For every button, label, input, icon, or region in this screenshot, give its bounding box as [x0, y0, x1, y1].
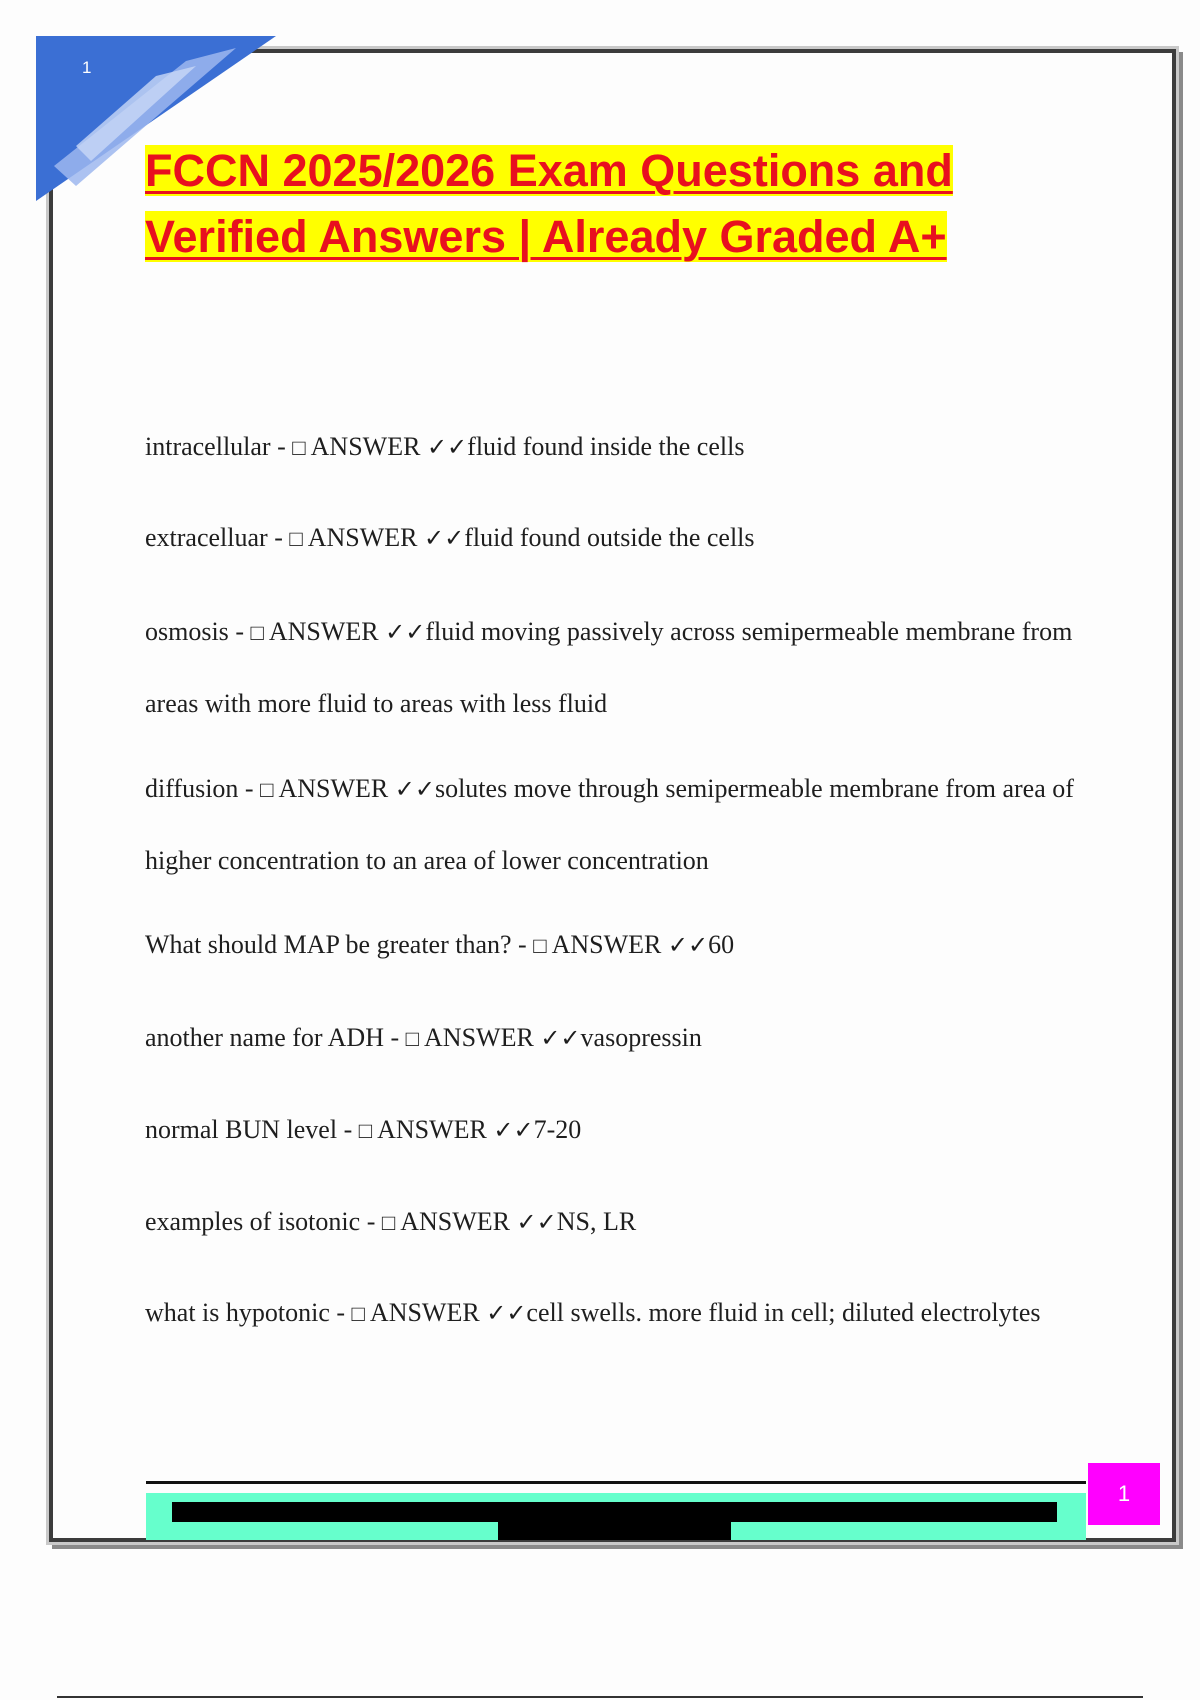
footer-bar	[172, 1502, 1057, 1522]
answer-marker-icon: □	[533, 933, 547, 958]
qa-item: examples of isotonic - □ ANSWER ✓✓NS, LR	[145, 1207, 637, 1236]
double-check-icon: ✓✓	[486, 1299, 527, 1327]
qa-item: What should MAP be greater than? - □ ANSWER ✓✓60	[145, 930, 735, 959]
double-check-icon: ✓✓	[540, 1024, 581, 1052]
answer-marker-icon: □	[289, 526, 303, 551]
double-check-icon: ✓✓	[667, 931, 709, 959]
answer-marker-icon: □	[381, 1210, 396, 1235]
footer-rule	[146, 1481, 1086, 1484]
answer-marker-icon: □	[250, 620, 264, 645]
answer-marker-icon: □	[351, 1301, 365, 1326]
title-line-1: FCCN 2025/2026 Exam Questions and	[145, 145, 953, 196]
qa-item: diffusion - □ ANSWER ✓✓solutes move through semipermeable membrane from area of higher concentration to an area of lower concentration	[145, 774, 1074, 875]
double-check-icon: ✓✓	[493, 1116, 534, 1144]
answer-marker-icon: □	[260, 777, 274, 802]
double-check-icon: ✓✓	[516, 1208, 557, 1236]
document-title	[145, 138, 1045, 270]
footer-bar-small	[498, 1522, 731, 1540]
corner-page-number: 1	[82, 58, 92, 77]
qa-item: osmosis - □ ANSWER ✓✓fluid moving passively across semipermeable membrane from areas with more fluid to areas with less fluid	[145, 617, 1073, 718]
double-check-icon: ✓✓	[426, 433, 468, 461]
page-number-badge: 1	[1088, 1463, 1160, 1525]
qa-item: extracelluar - □ ANSWER ✓✓fluid found outside the cells	[145, 523, 755, 552]
qa-item: what is hypotonic - □ ANSWER ✓✓cell swells. more fluid in cell; diluted electrolytes	[145, 1298, 1041, 1327]
qa-item: intracellular - □ ANSWER ✓✓fluid found inside the cells	[145, 432, 745, 461]
answer-marker-icon: □	[292, 435, 306, 460]
answer-marker-icon: □	[358, 1118, 373, 1143]
double-check-icon: ✓✓	[385, 618, 426, 646]
double-check-icon: ✓✓	[394, 775, 435, 803]
title-line-2: Verified Answers | Already Graded A+	[145, 211, 947, 262]
bottom-divider	[57, 1696, 1143, 1698]
qa-item: another name for ADH - □ ANSWER ✓✓vasopressin	[145, 1023, 702, 1052]
answer-marker-icon: □	[405, 1026, 419, 1051]
qa-item: normal BUN level - □ ANSWER ✓✓7-20	[145, 1115, 582, 1144]
double-check-icon: ✓✓	[424, 524, 465, 552]
